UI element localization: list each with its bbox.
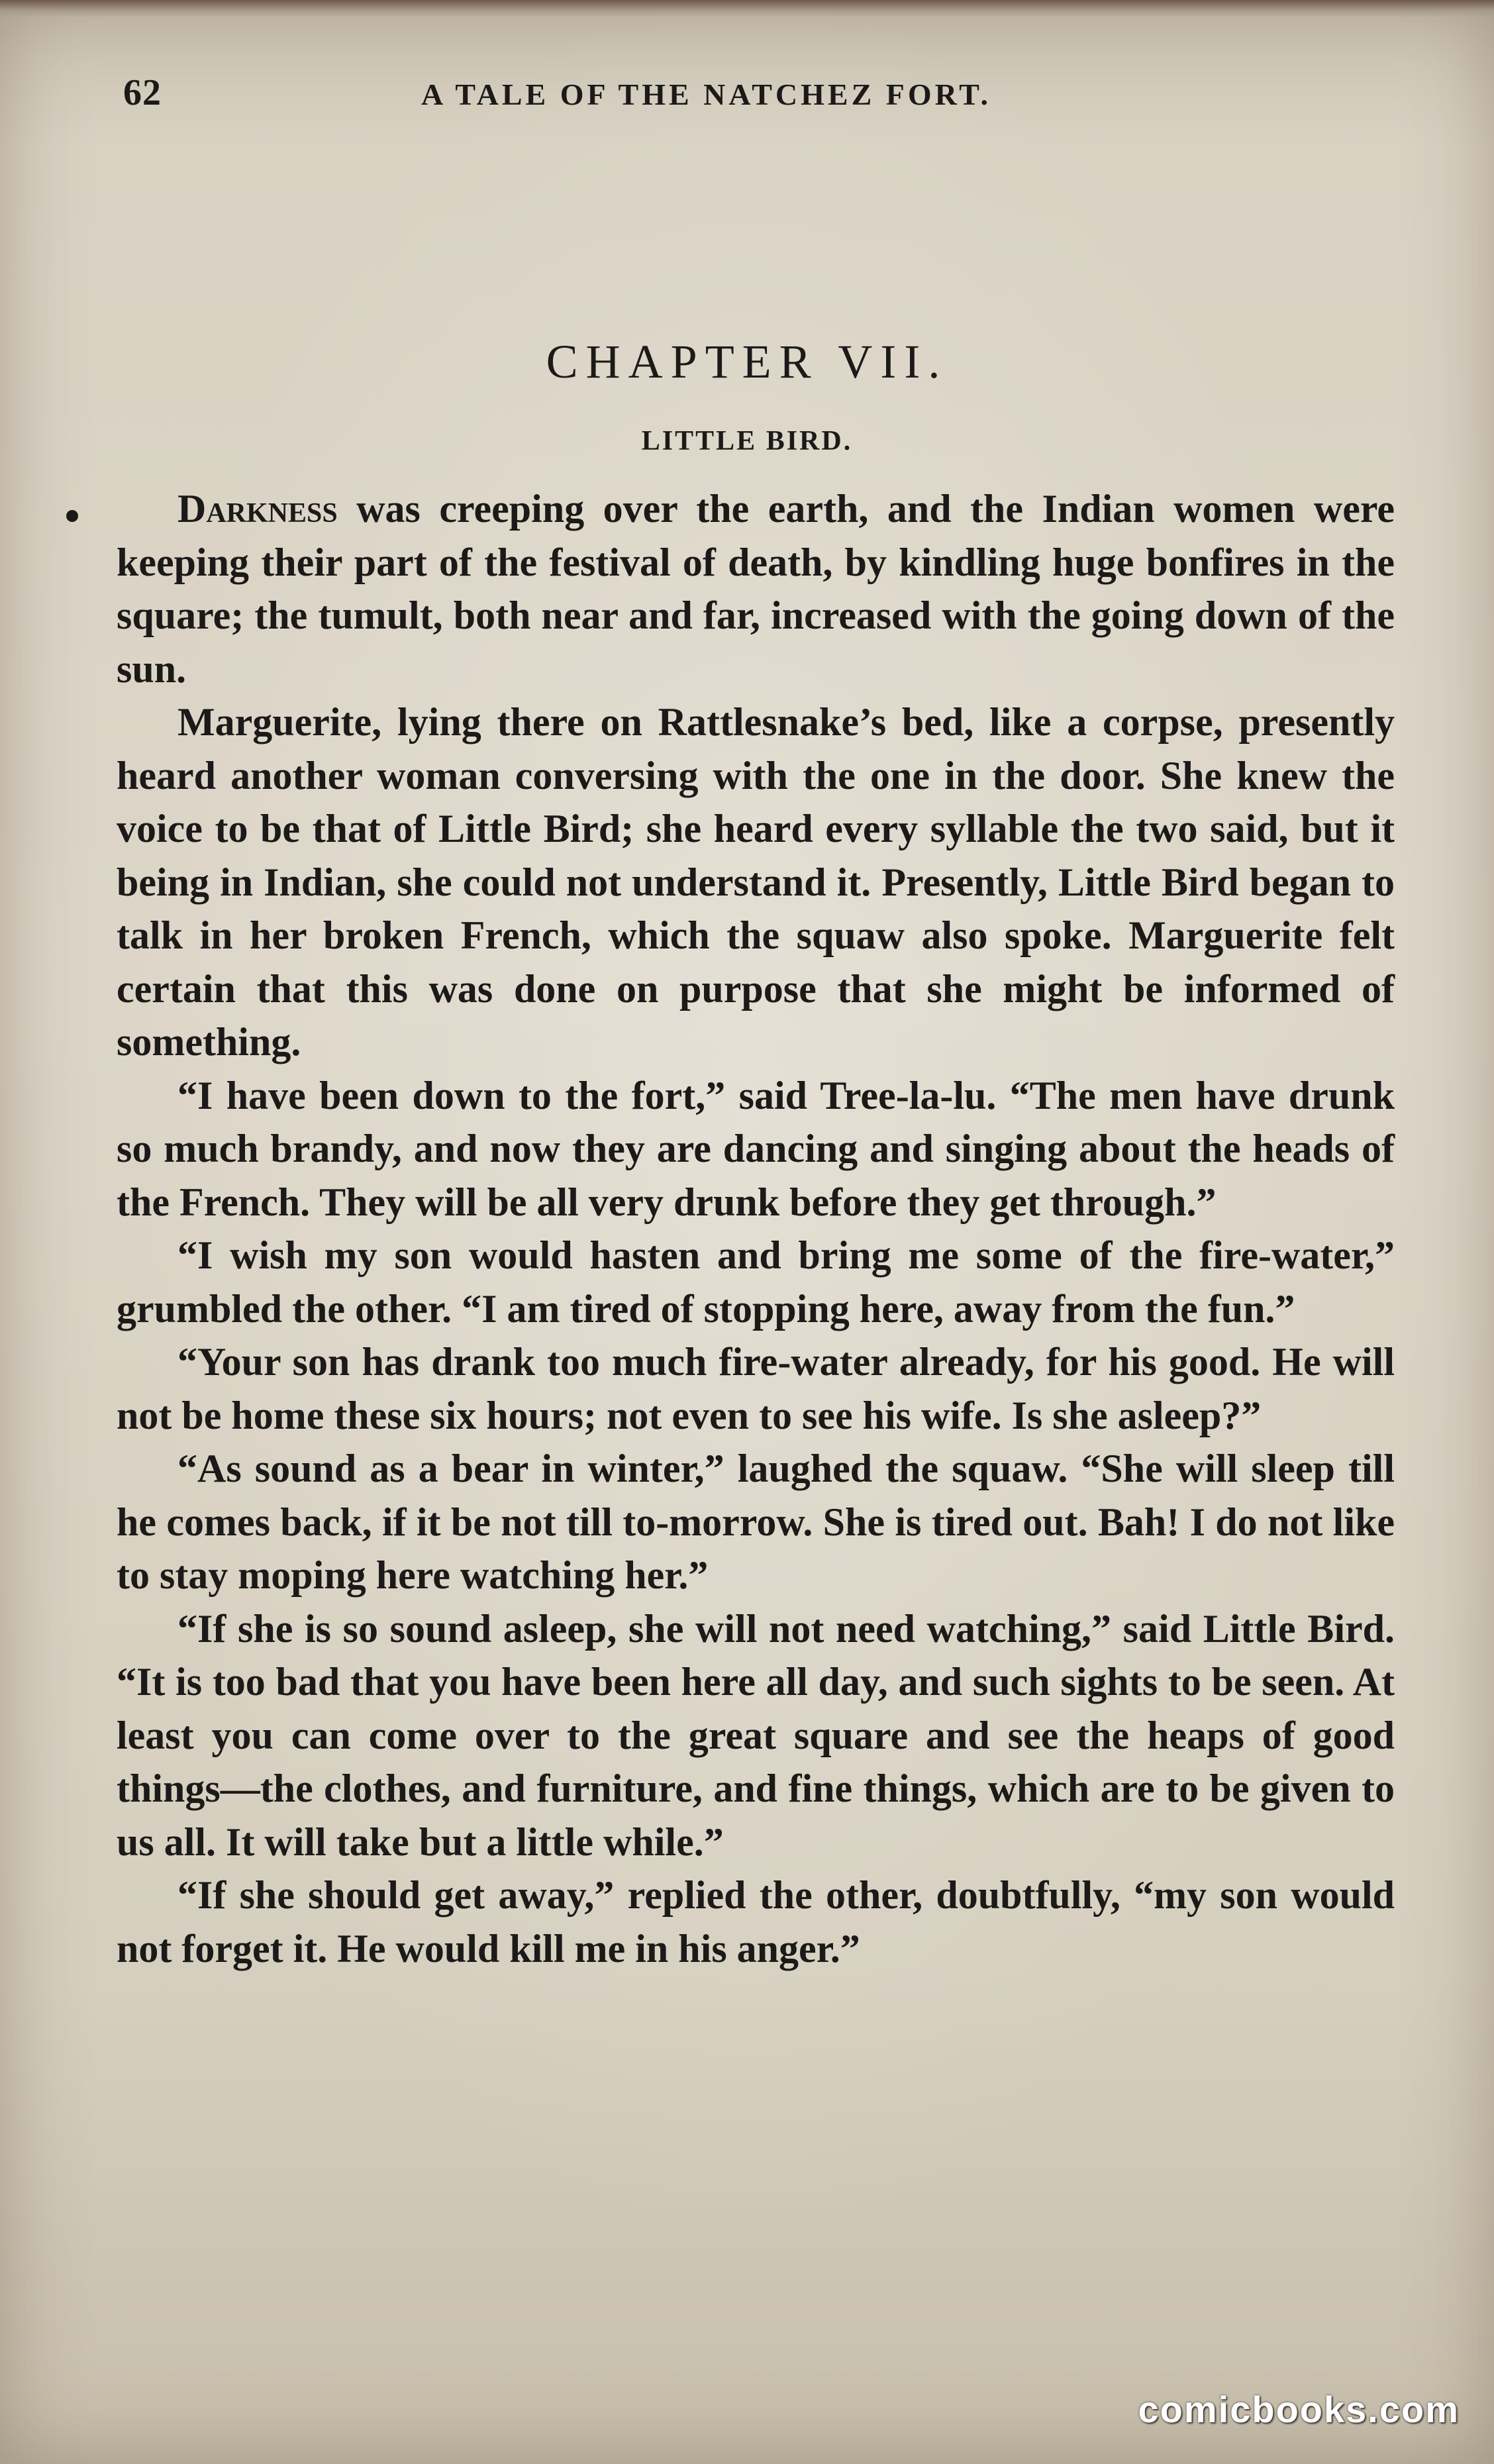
paragraph: “I have been down to the fort,” said Tree-la-lu. “The men have drunk so much brandy, and now they are dancing and singing about the heads of the French. They will be all very drunk before they get through.” bbox=[117, 1073, 1395, 1224]
paragraph: “Your son has drank too much fire-water already, for his good. He will not be home these six hours; not even to see his wife. Is she asleep?” bbox=[117, 1340, 1395, 1437]
body-text bbox=[117, 482, 1395, 1975]
running-title: A TALE OF THE NATCHEZ FORT. bbox=[421, 77, 992, 111]
paragraph: “If she should get away,” replied the other, doubtfully, “my son would not forget it. He would kill me in his anger.” bbox=[117, 1873, 1395, 1971]
chapter-subtitle: LITTLE BIRD. bbox=[641, 426, 853, 456]
chapter-heading: CHAPTER VII. bbox=[546, 335, 948, 388]
watermark: comicbooks.com bbox=[1138, 2388, 1460, 2430]
running-head bbox=[123, 72, 1395, 118]
paragraph: Marguerite, lying there on Rattlesnake’s bed, like a corpse, presently heard another woman conversing with the one in the door. She knew the voice to be that of Little Bird; she heard every syllable the two said, but it being in Indian, she could not understand it. Presently, Little Bird began to talk in her broken French, which the squaw also spoke. Marguerite felt certain that this was done on purpose that she might be informed of something. bbox=[117, 700, 1395, 1064]
paragraph: “If she is so sound asleep, she will not need watching,” said Little Bird. “It is too bad that you have been here all day, and such sights to be seen. At least you can come over to the great square and see the heaps of good things—the clothes, and furniture, and fine things, which are to be given to us all. It will take but a little while.” bbox=[117, 1606, 1395, 1864]
page-number: 62 bbox=[123, 72, 162, 113]
paragraph-text: was creeping over the earth, and the Indian women were keeping their part of the festival of death, by kindling huge bonfires in the square; the tumult, both near and far, increased with the going down of the sun. bbox=[117, 487, 1395, 691]
paragraph-lead-word: Darkness bbox=[177, 487, 338, 531]
paragraph: “As sound as a bear in winter,” laughed the squaw. “She will sleep till he comes back, if it be not till to-morrow. She is tired out. Bah! I do not like to stay moping here watching her.” bbox=[117, 1447, 1395, 1597]
paragraph bbox=[117, 482, 1395, 695]
margin-dot bbox=[66, 510, 78, 522]
paragraph: “I wish my son would hasten and bring me some of the fire-water,” grumbled the other. “I am tired of stopping here, away from the fun.” bbox=[117, 1233, 1395, 1331]
